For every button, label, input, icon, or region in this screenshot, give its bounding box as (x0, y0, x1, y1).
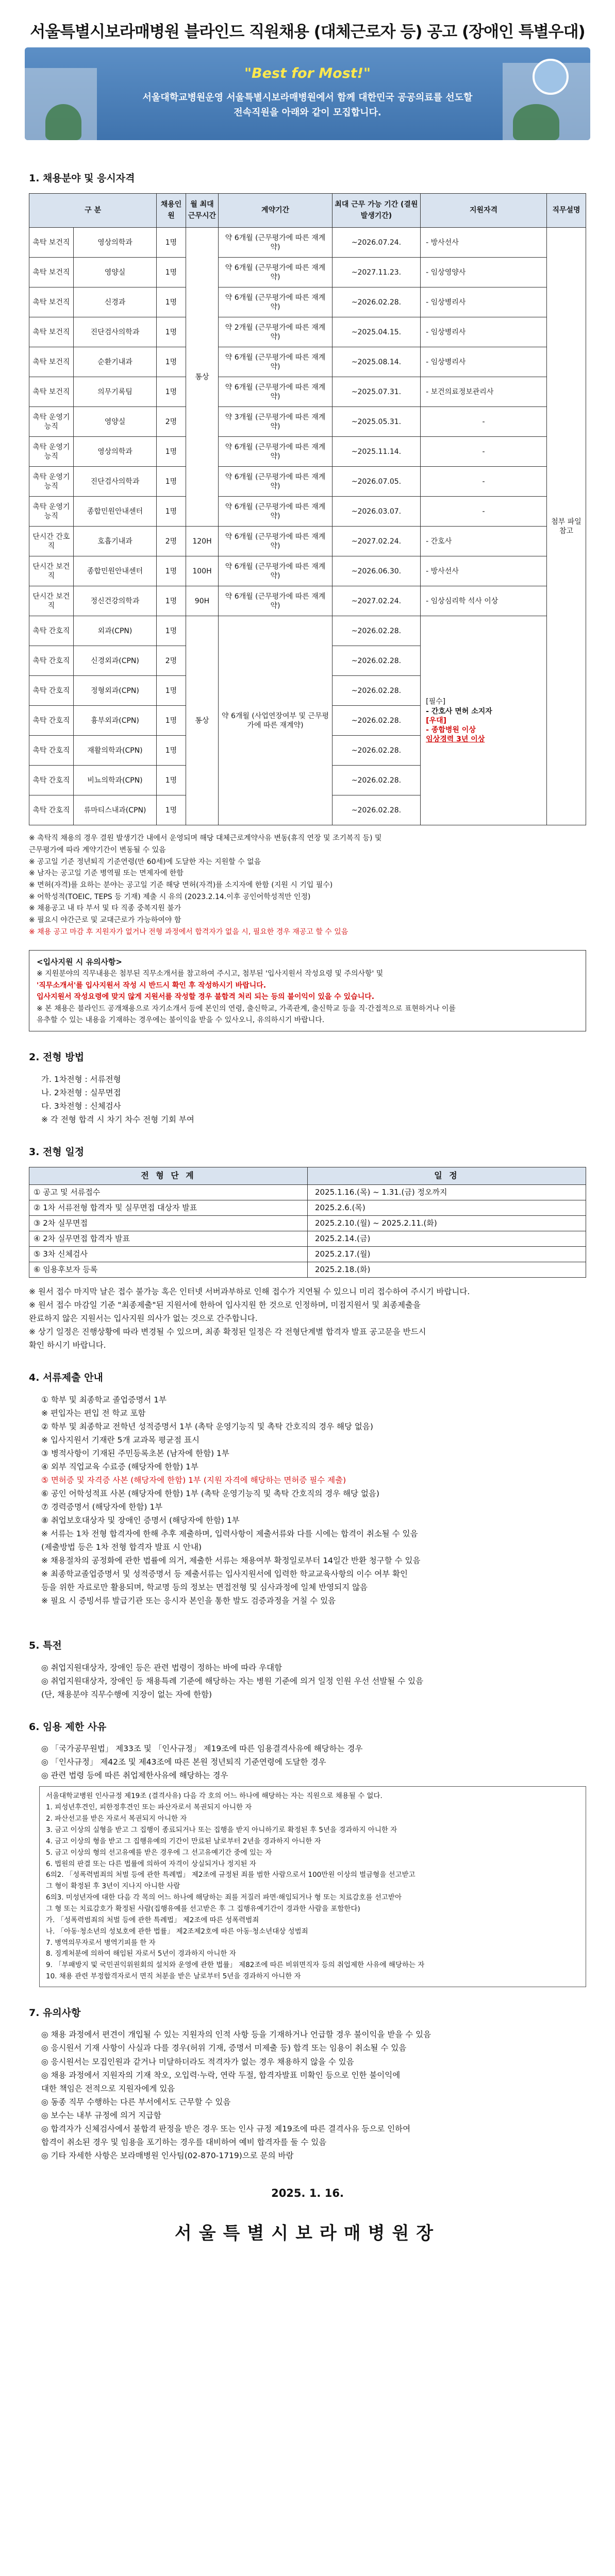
table-row: 촉탁 운영기능직 영상의학과 1명 약 6개월 (근무평가에 따른 재계약) ~2025.11.14. - (29, 437, 586, 467)
disqualification-rules-box: 서울대학교병원 인사규정 제19조 (결격사유) 다음 각 호의 어느 하나에 해당하는 자는 직원으로 채용될 수 없다. 1. 피성년후견인, 피한정후견인 또는 파산자로서 복권되지 아니한 자 2. 파산선고를 받은 자로서 복권되지 아니한 자 3. 금고 이상의 실형을 받고 그 집행이 종료되거나 또는 집행을 받지 아니하기로 확정된 후 5년을 경과하지 아니한 자 4. 금고 이상의 형을 받고 그 집행유예의 기간이 만료된 날로부터 2년을 경과하지 아니한 자 5. 금고 이상의 형의 선고유예를 받은 경우에 그 선고유예기간 중에 있는 자 6. 법원의 판결 또는 다른 법률에 의하여 자격이 상실되거나 정지된 자 6의2. 「성폭력범죄의 처벌 등에 관한 특례법」 제2조에 규정된 죄를 범한 사람으로서 100만원 이상의 벌금형을 선고받고 그 형이 확정된 후 3년이 지나지 아니한 사람 6의3. 미성년자에 대한 다음 각 목의 어느 하나에 해당하는 죄를 저질러 파면·해임되거나 형 또는 치료감호를 선고받아 그 형 또는 치료감호가 확정된 사람(집행유예를 선고받은 후 그 집행유예기간이 경과한 사람을 포함한다) 가. 「성폭력범죄의 처벌 등에 관한 특례법」 제2조에 따른 성폭력범죄 나. 「아동·청소년의 성보호에 관한 법률」 제2조제2호에 따른 아동·청소년대상 성범죄 7. 병역의무자로서 병역기피를 한 자 8. 징계처분에 의하여 해임된 자로서 5년이 경과하지 아니한 자 9. 「부패방지 및 국민권익위원회의 설치와 운영에 관한 법률」 제82조에 따른 비위면직자 등의 취업제한 사유에 해당하는 자 10. 채용 관련 부정합격자로서 면직 처분을 받은 날로부터 5년을 경과하지 아니한 자 (39, 1786, 586, 1987)
table-row: 촉탁 간호직 비뇨의학과(CPN) 1명 ~2026.02.28. (29, 766, 586, 795)
table-row: ⑥ 임용후보자 등록 2025.2.18.(화) (29, 1262, 586, 1278)
restrictions-section: 6. 임용 제한 사유 ◎ 「국가공무원법」 제33조 및 「인사규정」 제19조에 따른 임용결격사유에 해당하는 경우 ◎ 「인사규정」 제42조 및 제43조에 따른 본원 정년퇴직 기준연령에 도달한 경우 ◎ 관련 법령 등에 따른 취업제한사유에 해당하는 경우 서울대학교병원 인사규정 제19조 (결격사유) 다음 각 호의 어느 하나에 해당하는 자는 직원으로 채용될 수 없다. 1. 피성년후견인, 피한정후견인 또는 파산자로서 복권되지 아니한 자 2. 파산선고를 받은 자로서 복권되지 아니한 자 3. 금고 이상의 실형을 받고 그 집행이 종료되거나 또는 집행을 받지 아니하기로 확정된 후 5년을 경과하지 아니한 자 4. 금고 이상의 형을 받고 그 집행유예의 기간이 만료된 날로부터 2년을 경과하지 아니한 자 5. 금고 이상의 형의 선고유예를 받은 경우에 그 선고유예기간 중에 있는 자 6. 법원의 판결 또는 다른 법률에 의하여 자격이 상실되거나 정지된 자 6의2. 「성폭력범죄의 처벌 등에 관한 특례법」 제2조에 규정된 죄를 범한 사람으로서 100만원 이상의 벌금형을 선고받고 그 형이 확정된 후 3년이 지나지 아니한 사람 6의3. 미성년자에 대한 다음 각 목의 어느 하나에 해당하는 죄를 저질러 파면·해임되거나 형 또는 치료감호를 선고받아 그 형 또는 치료감호가 확정된 사람(집행유예를 선고받은 후 그 집행유예기간이 경과한 사람을 포함한다) 가. 「성폭력범죄의 처벌 등에 관한 특례법」 제2조에 따른 성폭력범죄 나. 「아동·청소년의 성보호에 관한 법률」 제2조제2호에 따른 아동·청소년대상 성범죄 7. 병역의무자로서 병역기피를 한 자 8. 징계처분에 의하여 해임된 자로서 5년이 경과하지 아니한 자 9. 「부패방지 및 국민권익위원회의 설치와 운영에 관한 법률」 제82조에 따른 비위면직자 등의 취업제한 사유에 해당하는 자 10. 채용 관련 부정합격자로서 면직 처분을 받은 날로부터 5년을 경과하지 아니한 자 (29, 1720, 586, 1987)
table-row: 촉탁 간호직 흉부외과(CPN) 1명 ~2026.02.28. (29, 706, 586, 736)
section-heading: 7. 유의사항 (29, 2007, 81, 2019)
page-title: 서울특별시보라매병원 블라인드 직원채용 (대체근로자 등) 공고 (장애인 특별우대) (30, 23, 585, 41)
table-row: ④ 2차 실무면접 합격자 발표 2025.2.14.(금) (29, 1231, 586, 1247)
recruitment-table (29, 193, 586, 825)
issuer-signature: 서울특별시보라매병원장 (174, 2223, 441, 2244)
table-row: 촉탁 보건직 진단검사의학과 1명 약 2개월 (근무평가에 따른 재계약) ~2025.04.15. - 임상병리사 (29, 317, 586, 347)
banner-slogan: "Best for Most!" (244, 65, 371, 81)
table-row: 촉탁 간호직 정형외과(CPN) 1명 ~2026.02.28. (29, 676, 586, 706)
table-row: 촉탁 간호직 재활의학과(CPN) 1명 ~2026.02.28. (29, 736, 586, 766)
section-heading: 4. 서류제출 안내 (29, 1372, 103, 1384)
hero-banner (25, 47, 590, 140)
table-row: ① 공고 및 서류접수 2025.1.16.(목) ~ 1.31.(금) 정오까지 (29, 1185, 586, 1200)
table-row: 단시간 보건직 종합민원안내센터 1명 100H 약 6개월 (근무평가에 따른 재계약) ~2026.06.30. - 방사선사 (29, 556, 586, 586)
table-row: ③ 2차 실무면접 2025.2.10.(월) ~ 2025.2.11.(화) (29, 1216, 586, 1231)
table-notes: ※ 촉탁직 채용의 경우 결원 발생기간 내에서 운영되며 해당 대체근로계약사유 변동(휴직 연장 및 조기복직 등) 및 근무평가에 따라 계약기간이 변동될 수 있음 ※ 공고일 기준 정년퇴직 기준연령(만 60세)에 도달한 자는 지원할 수 없음 ※ 남자는 공고일 기준 병역필 또는 면제자에 한함 ※ 면허(자격)를 요하는 분야는 공고일 기준 해당 면허(자격)를 소지자에 한함 (지원 시 기입 필수) ※ 어학성적(TOEIC, TEPS 등 기재) 제출 시 유의 (2023.2.14.이후 공인어학성적만 인정) ※ 채용공고 내 타 부서 및 타 직종 중복지원 불가 ※ 필요시 야간근로 및 교대근로가 가능하여야 함 ※ 채용 공고 마감 후 지원자가 없거나 전형 과정에서 합격자가 없을 시, 필요한 경우 재공고 할 수 있음 (29, 834, 382, 936)
table-header-row: 전 형 단 계 일 정 (29, 1167, 586, 1185)
section-heading: 2. 전형 방법 (29, 1052, 85, 1063)
benefits-section: 5. 특전 ◎ 취업지원대상자, 장애인 등은 관련 법령이 정하는 바에 따라 우대함 ◎ 취업지원대상자, 장애인 등 채용특례 기준에 해당하는 자는 병원 기준에 의거 일정 인원 우선 선발될 수 있음 (단, 채용분야 직무수행에 지장이 없는 자에 한함) (29, 1638, 586, 1701)
schedule-section: 3. 전형 일정 전 형 단 계 일 정 ① 공고 및 서류접수 2025.1.16.(목) ~ 1.31.(금) 정오까지 ② 1차 서류전형 합격자 및 실무면접 대상자 발표 2025.2.6.(목) ③ 2차 실무면접 2025.2.10.(월) ~ 2025.2.11.(화) ④ 2차 실무면접 합격자 발표 2025.2.14.(금) ⑤ 3차 신체검사 2025.2.17.(월) ⑥ 임용후보자 등록 2025.2.18.(화) ※ 원서 접수 마지막 날은 접수 불가능 혹은 인터넷 서버과부하로 인해 접수가 지연될 수 있으니 미리 접수하여 주시기 바랍니다. ※ 원서 접수 마감일 기준 "최종제출"된 지원서에 한하여 입사지원 한 것으로 인정하며, 미접지원서 및 최종제출을 완료하지 않은 지원서는 입사지원 의사가 없는 것으로 간주합니다. ※ 상기 일정은 진행상황에 따라 변경될 수 있으며, 최종 확정된 일정은 각 전형단계별 합격자 발표 공고문을 반드시 확인 하시기 바랍니다. (29, 1145, 586, 1352)
table-row: ⑤ 3차 신체검사 2025.2.17.(월) (29, 1247, 586, 1262)
table-row: 촉탁 운영기능직 영양실 2명 약 3개월 (근무평가에 따른 재계약) ~2025.05.31. - (29, 407, 586, 437)
table-row: 단시간 간호직 호흡기내과 2명 120H 약 6개월 (근무평가에 따른 재계약) ~2027.02.24. - 간호사 (29, 527, 586, 556)
notices-section: 7. 유의사항 ◎ 채용 과정에서 편견이 개입될 수 있는 지원자의 인적 사항 등을 기재하거나 언급할 경우 불이익을 받을 수 있음 ◎ 응시원서 기재 사항이 사실과 다를 경우(허위 기재, 증명서 미제출 등) 합격 또는 임용이 취소될 수 있음 ◎ 응시원서는 모집인원과 같거나 미달하더라도 적격자가 없는 경우 채용하지 않을 수 있음 ◎ 채용 과정에서 지원자의 기재 착오, 오입력·누락, 연락 두절, 합격자발표 미확인 등으로 인한 불이익에 대한 책임은 전적으로 지원자에게 있음 ◎ 동종 직무 수행하는 다른 부서에서도 근무할 수 있음 ◎ 보수는 내부 규정에 의거 지급함 ◎ 합격자가 신체검사에서 불합격 판정을 받은 경우 또는 인사 규정 제19조에 따른 결격사유 등으로 인하여 합격이 취소된 경우 및 임용을 포기하는 경우를 대비하여 예비 합격자를 둘 수 있음 ◎ 기타 자세한 사항은 보라매병원 인사팀(02-870-1719)으로 문의 바람 (29, 2006, 586, 2162)
table-row: 촉탁 보건직 영상의학과 1명 통상 약 6개월 (근무평가에 따른 재계약) ~2026.07.24. - 방사선사 첨부 파일 참고 (29, 228, 586, 258)
nurse-qualification: [필수] - 간호사 면허 소지자 [우대] - 종합병원 이상 임상경력 3년 이상 (421, 616, 547, 825)
schedule-table (29, 1167, 586, 1278)
table-row: 촉탁 간호직 류마티스내과(CPN) 1명 ~2026.02.28. (29, 795, 586, 825)
table-row: 촉탁 간호직 외과(CPN) 1명 통상 약 6개월 (사업연장여부 및 근무평가에 따른 재계약) ~2026.02.28. [필수] - 간호사 면허 소지자 [우대] - 종합병원 이상 임상경력 3년 이상 (29, 616, 586, 646)
section-heading: 6. 임용 제한 사유 (29, 1721, 107, 1733)
banner-intro: 서울대학교병원운영 서울특별시보라매병원에서 함께 대한민국 공공의료를 선도할 전속직원을 아래와 같이 모집합니다. (142, 92, 473, 118)
table-row: 단시간 보건직 정신건강의학과 1명 90H 약 6개월 (근무평가에 따른 재계약) ~2027.02.24. - 임상심리학 석사 이상 (29, 586, 586, 616)
table-row: 촉탁 보건직 영양실 1명 약 6개월 (근무평가에 따른 재계약) ~2027.11.23. - 임상영양사 (29, 258, 586, 287)
documents-section: 4. 서류제출 안내 ① 학부 및 최종학교 졸업증명서 1부 ※ 편입자는 편입 전 학교 포함 ② 학부 및 최종학교 전학년 성적증명서 1부 (촉탁 운영기능직 및 촉탁 간호직의 경우 해당 없음) ※ 입사지원서 기재란 5개 교과목 평균점 표시 ③ 병적사항이 기재된 주민등록초본 (남자에 한함) 1부 ④ 외부 직업교육 수료증 (해당자에 한함) 1부 ⑤ 면허증 및 자격증 사본 (해당자에 한함) 1부 (지원 자격에 해당하는 면허증 필수 제출) ⑥ 공인 어학성적표 사본 (해당자에 한함) 1부 (촉탁 운영기능직 및 촉탁 간호직의 경우 해당 없음) ⑦ 경력증명서 (해당자에 한함) 1부 ⑧ 취업보호대상자 및 장애인 증명서 (해당자에 한함) 1부 ※ 서류는 1차 전형 합격자에 한해 추후 제출하며, 입력사항이 제출서류와 다를 시에는 합격이 취소될 수 있음 (제출방법 등은 1차 전형 합격자 발표 시 안내) ※ 채용절차의 공정화에 관한 법률에 의거, 제출한 서류는 채용여부 확정일로부터 14일간 반환 청구할 수 있음 ※ 최종학교졸업증명서 및 성적증명서 등 제출서류는 입사지원서에 입력한 학교교육사항의 이수 여부 확인 등을 위한 자료로만 활용되며, 학교명 등의 정보는 면접전형 및 심사과정에 일체 반영되지 않음 ※ 필요 시 증빙서류 발급기관 또는 응시자 본인을 통한 발도 검증과정을 거칠 수 있음 (29, 1370, 586, 1607)
table-row: 촉탁 보건직 순환기내과 1명 약 6개월 (근무평가에 따른 재계약) ~2025.08.14. - 임상병리사 (29, 347, 586, 377)
table-row: 촉탁 간호직 신경외과(CPN) 2명 ~2026.02.28. (29, 646, 586, 676)
table-row: 촉탁 보건직 신경과 1명 약 6개월 (근무평가에 따른 재계약) ~2026.02.28. - 임상병리사 (29, 287, 586, 317)
table-row: ② 1차 서류전형 합격자 및 실무면접 대상자 발표 2025.2.6.(목) (29, 1200, 586, 1216)
section-heading: 3. 전형 일정 (29, 1146, 85, 1158)
table-row: 촉탁 운영기능직 진단검사의학과 1명 약 6개월 (근무평가에 따른 재계약) ~2026.07.05. - (29, 467, 586, 497)
announcement-date: 2025. 1. 16. (271, 2187, 344, 2199)
section-heading: 5. 특전 (29, 1640, 62, 1652)
selection-method-section: 2. 전형 방법 가. 1차전형 : 서류전형 나. 2차전형 : 실무면접 다. 3차전형 : 신체검사 ※ 각 전형 합격 시 차기 차수 전형 기회 부여 (29, 1050, 586, 1126)
application-caution-box: <입사지원 시 유의사항> ※ 지원분야의 직무내용은 첨부된 직무소개서를 참고하여 주시고, 첨부된 '입사지원서 작성요령 및 주의사항' 및 '직무소개서'를 입사지원서 작성 시 반드시 확인 후 작성하시기 바랍니다. 입사지원서 작성요령에 맞지 않게 지원서를 작성할 경우 불합격 처리 되는 등의 불이익이 있을 수 있습니다. ※ 본 채용은 블라인드 공개채용으로 자기소개서 등에 본인의 연령, 출신학교, 가족관계, 출신학교 등을 직·간접적으로 표현하거나 이를 유추할 수 있는 내용을 기재하는 경우에는 불이익을 받을 수 있사오니, 유의하시기 바랍니다. (29, 950, 586, 1031)
table-row: 촉탁 보건직 의무기록팀 1명 약 6개월 (근무평가에 따른 재계약) ~2025.07.31. - 보건의료정보관리사 (29, 377, 586, 407)
table-row: 촉탁 운영기능직 종합민원안내센터 1명 약 6개월 (근무평가에 따른 재계약) ~2026.03.07. - (29, 497, 586, 527)
section-heading: 1. 채용분야 및 응시자격 (29, 173, 135, 184)
table-header-row: 구 분 채용인원 월 최대 근무시간 계약기간 최대 근무 가능 기간 (결원발생기간) 지원자격 직무설명 (29, 194, 586, 228)
